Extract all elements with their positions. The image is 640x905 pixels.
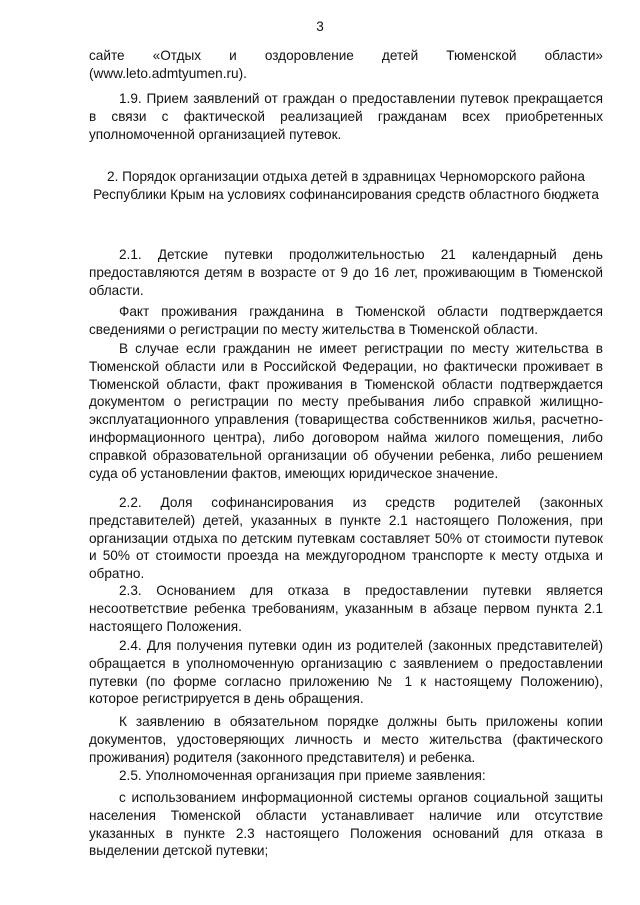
page-number: 3 xyxy=(316,19,324,34)
section-2-heading: 2. Порядок организации отдыха детей в здравницах Черноморского района Республики Крым на условиях софинансирования средств областного бюджета xyxy=(93,169,599,202)
paragraph-1-9: 1.9. Прием заявлений от граждан о предоставлении путевок прекращается в связи с фактической реализацией гражданам всех приобретенных уполномоченной организацией путевок. xyxy=(89,91,603,142)
paragraph-2-4: 2.4. Для получения путевки один из родителей (законных представителей) обращается в уполномоченную организацию с заявлением о предоставлении путевки (по форме согласно приложению № 1 к настоящему Положению), которое регистрируется в день обращения. xyxy=(89,638,603,707)
paragraph-website: сайте «Отдых и оздоровление детей Тюменской области» (www.leto.admtyumen.ru). xyxy=(89,48,603,81)
paragraph-2-1: 2.1. Детские путевки продолжительностью 21 календарный день предоставляются детям в возрасте от 9 до 16 лет, проживающим в Тюменской области. xyxy=(89,247,603,298)
paragraph-2-2: 2.2. Доля софинансирования из средств родителей (законных представителей) детей, указанных в пункте 2.1 настоящего Положения, при организации отдыха по детским путевкам составляет 50% от стоимости путевок и 50% от стоимости проезда на междугородном транспорте к месту отдыха и обратно. xyxy=(89,495,603,582)
paragraph-residence-fact: Факт проживания гражданина в Тюменской области подтверждается сведениями о регистрации по месту жительства в Тюменской области. xyxy=(89,304,603,337)
paragraph-2-5: 2.5. Уполномоченная организация при приеме заявления: xyxy=(119,768,486,783)
paragraph-2-3: 2.3. Основанием для отказа в предоставлении путевки является несоответствие ребенка требованиям, указанным в абзаце первом пункта 2.1 настоящего Положения. xyxy=(89,583,603,634)
paragraph-no-registration: В случае если гражданин не имеет регистрации по месту жительства в Тюменской области или в Российской Федерации, но фактически проживает в Тюменской области, факт проживания в Тюменской области подтверждается документом о регистрации по месту пребывания либо справкой жилищно-эксплуатационного управления (товарищества собственников жилья, расчетно-информационного центра), либо договором найма жилого помещения, либо справкой образовательной организации об обучении ребенка, либо решением суда об установлении фактов, имеющих юридическое значение. xyxy=(89,341,603,481)
paragraph-information-system: с использованием информационной системы органов социальной защиты населения Тюменской области устанавливает наличие или отсутствие указанных в пункте 2.3 настоящего Положения оснований для отказа в выделении детской путевки; xyxy=(89,790,603,859)
paragraph-attachments: К заявлению в обязательном порядке должны быть приложены копии документов, удостоверяющих личность и место жительства (фактического проживания) родителя (законного представителя) и ребенка. xyxy=(89,714,603,765)
